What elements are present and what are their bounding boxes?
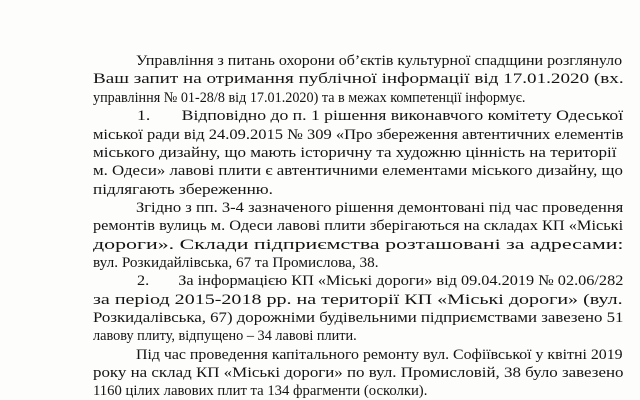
text-line: вул. Розкидайлівська, 67 та Промислова, 38.	[93, 255, 379, 271]
numbered-line	[137, 108, 623, 125]
text-line: дороги». Склади підприємства розташовані за адресами:	[93, 237, 624, 253]
item-text: За інформацією КП «Міські дороги» від 09.04.2019 № 02.06/282	[178, 273, 624, 289]
text-line: Згідно з пп. 3-4 зазначеного рішення демонтовані під час проведення	[136, 200, 624, 216]
text-line: ремонтів вулиць м. Одеси лавові плити зберігаються на складах КП «Міські	[93, 218, 624, 234]
text-line: Розкидалівська, 67) дорожніми будівельними підприємствами завезено 51	[93, 310, 624, 326]
text-line: підлягають збереженню.	[93, 182, 273, 198]
item-number: 2.	[137, 273, 150, 289]
text-line: 1160 цілих лавових плит та 134 фрагменти (осколки).	[93, 383, 428, 399]
item-number: 1.	[137, 108, 151, 124]
text-line: управління № 01-28/8 від 17.01.2020) та в межах компетенції інформує.	[93, 90, 526, 106]
text-line: міського дизайну, що мають історичну та художню цінність на території	[93, 145, 617, 161]
text-line: Управління з питань охорони об’єктів культурної спадщини розглянуло	[136, 53, 623, 69]
text-line: м. Одеси» лавові плити є автентичними елементами міського дизайну, що	[93, 163, 623, 179]
text-line: року на склад КП «Міські дороги» по вул. Промисловій, 38 було завезено	[93, 365, 624, 381]
text-line: міської ради від 24.09.2015 № 309 «Про збереження автентичних елементів	[93, 127, 624, 143]
item-text: Відповідно до п. 1 рішення виконавчого комітету Одеської	[181, 108, 624, 124]
text-line: Під час проведення капітального ремонту вул. Софіївської у квітні 2019	[136, 347, 623, 363]
text-line: за період 2015-2018 рр. на території КП «Міські дороги» (вул.	[93, 292, 623, 308]
text-line: Ваш запит на отримання публічної інформації від 17.01.2020 (вх.	[93, 71, 624, 87]
text-line: лавову плиту, відпущено – 34 лавові плити.	[93, 328, 357, 344]
numbered-line	[137, 273, 623, 290]
